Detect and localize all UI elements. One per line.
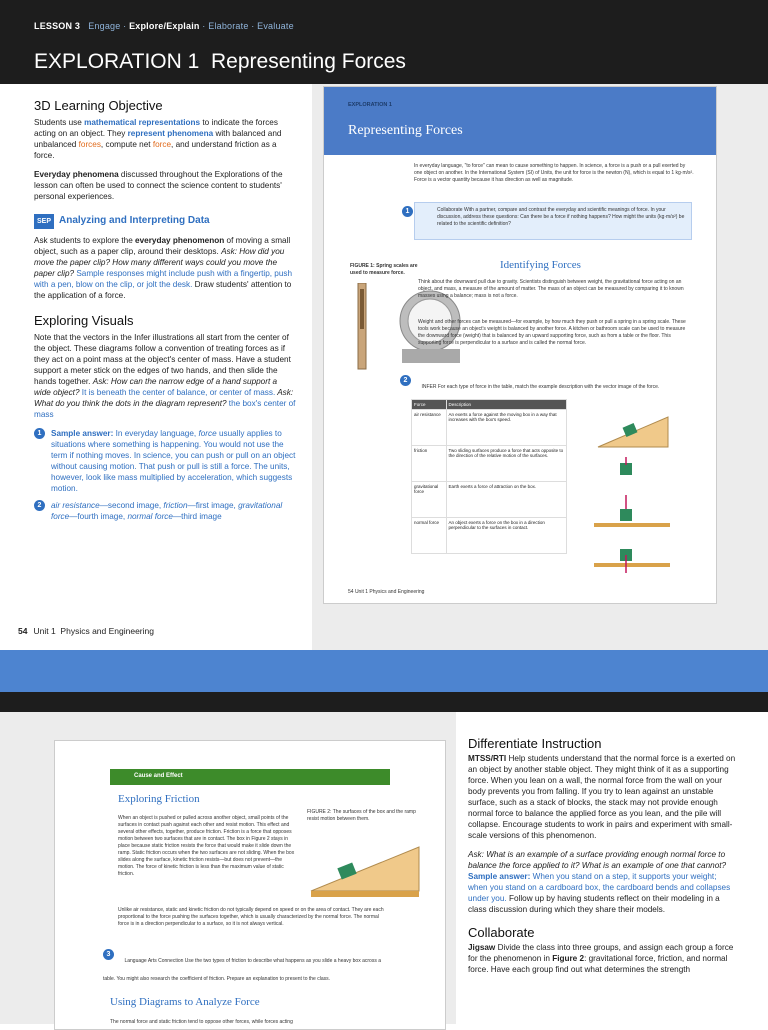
text-run: Note that the vectors in the Infer illustrations all start from the center of the object. These diagrams follow a convention of treating forces as if they act on a point mass at the object's center of mass. Have a student support a meter stick on the edges of two hands, and then slide the hands together.: [34, 333, 291, 386]
collaborate-box: [405, 202, 692, 240]
answer-text: [51, 428, 296, 494]
surface-2: [594, 563, 670, 567]
text-run: Sample responses might include push with a fingertip, push with a pen, blow on the clip, or jolt the desk.: [34, 269, 293, 289]
cause-effect-bar: [110, 769, 390, 785]
text-run: In everyday language,: [113, 429, 199, 438]
text-run: —second image,: [99, 501, 164, 510]
title-text: Representing Forces: [211, 50, 406, 73]
text-run: with balanced and unbalanced: [34, 129, 282, 149]
ramp: [311, 847, 419, 891]
page-divider-dark: [0, 692, 768, 712]
page-title: [0, 38, 768, 84]
teacher-notes-left: [34, 98, 296, 522]
text-run: MTSS/RTI: [468, 754, 507, 763]
text-run: : gravitational force, friction, and normal force. Have each group find out what determines the strength: [468, 954, 728, 974]
step-elaborate: Elaborate: [208, 21, 249, 31]
book-footer: 54 Unit 1 Physics and Engineering: [348, 589, 425, 595]
spring: [360, 289, 364, 329]
surface: [594, 523, 670, 527]
answer-text: [51, 500, 296, 522]
book-header: [324, 87, 716, 155]
table-header: Force: [412, 400, 447, 410]
table-cell: An exerts a force against the moving box in a way that increases with the box's speed.: [446, 410, 566, 446]
student-book-page-2: [54, 740, 446, 1030]
text-run: of moving a small object, such as a paper clip, around their desktops.: [34, 236, 291, 256]
lesson-label: LESSON 3: [34, 21, 81, 31]
table-cell: air resistance: [412, 410, 447, 446]
infer-text: INFER For each type of force in the table, match the example description with the vector image of the force.: [421, 384, 660, 390]
text-run: to indicate the forces acting on an object. They: [34, 118, 278, 138]
phenomena-paragraph: [34, 169, 296, 202]
text-run: force: [152, 140, 172, 149]
sep-heading: [34, 214, 296, 229]
text-run: —first image,: [187, 501, 239, 510]
force-table: [411, 399, 567, 554]
ramp-figure: [305, 831, 425, 901]
friction-p2: Unlike air resistance, static and kinetic friction do not typically depend on speed or on the area of contact. They are each proportional to the force pushing the surfaces together, which is usually characterized by the normal force. The normal force is in a direction perpendicular to a surface, so it is not always vertical.: [118, 907, 384, 927]
collaborate-paragraph: [468, 942, 738, 975]
objective-heading: 3D Learning Objective: [34, 98, 163, 113]
collab-text: Collaborate With a partner, compare and contrast the everyday and scientific meanings of force. In your discussion, address these questions: Can there be a force if nothing happens? How might the units (kg·m/s²) be related to the scientific definition?: [437, 207, 685, 227]
step-explore-explain: Explore/Explain: [129, 21, 200, 31]
step-engage: Engage: [88, 21, 121, 31]
table-surface: [311, 891, 419, 897]
text-run: —third image: [172, 512, 222, 521]
text-run: Students use: [34, 118, 85, 127]
visuals-paragraph: [34, 332, 296, 420]
text-run: Figure 2: [552, 954, 585, 963]
collab-number: 1: [402, 206, 413, 217]
text-run: discussed throughout the Explorations of the lesson can often be used to connect the science content to students' personal experiences.: [34, 170, 283, 201]
page-footer: [18, 626, 154, 636]
text-run: Everyday phenomena: [34, 170, 119, 179]
table-row: [412, 410, 567, 446]
text-run: When you stand on a step, it supports your weight; when you stand on a cardboard box, the cardboard bends and collapses under you.: [468, 872, 731, 903]
book-intro: In everyday language, "to force" can mean to cause something to happen. In science, a force is a push or a pull exerted by one object on another. In the International System (SI) of Units, the unit for force is the newton (N), which is equal to 1 kg·m/s². Force is a vector quantity because it has direction as well as magnitude.: [414, 163, 694, 183]
answer-1: [34, 428, 296, 494]
table-cell: gravitational force: [412, 482, 447, 518]
text-run: represent phenomena: [127, 129, 214, 138]
table-row: [412, 446, 567, 482]
title-number: EXPLORATION 1: [34, 50, 200, 73]
text-run: Ask: How did you move the paper clip? How many different ways could you move the paper clip?: [34, 247, 285, 278]
unit-label: Unit 1: [33, 626, 56, 636]
text-run: It is beneath the center of balance, or center of mass.: [79, 388, 276, 397]
table-cell: normal force: [412, 518, 447, 554]
box-on-surface: [620, 509, 632, 521]
text-run: forces: [78, 140, 101, 149]
text-run: Follow up by having students reflect on their modeling in a class discussion during which they share their models.: [468, 894, 720, 914]
table-cell: Earth exerts a force of attraction on the box.: [446, 482, 566, 518]
student-book-page: [323, 86, 717, 604]
diagrams-heading: Using Diagrams to Analyze Force: [110, 996, 260, 1008]
answer-number: 1: [34, 428, 45, 439]
book-title: Representing Forces: [348, 123, 463, 138]
page-divider-band: [0, 650, 768, 692]
text-run: Jigsaw: [468, 943, 496, 952]
answer-number: 2: [34, 500, 45, 511]
objective-paragraph: [34, 117, 296, 161]
table-cell: Two sliding surfaces produce a force that acts opposite to the direction of the relative motion of the surfaces.: [446, 446, 566, 482]
text-run: Sample answer:: [468, 872, 531, 881]
table-row: [412, 482, 567, 518]
table-header: Description: [446, 400, 566, 410]
lesson-nav: LESSON 3 Engage · Explore/Explain · Elaborate · Evaluate: [0, 0, 768, 38]
differentiate-heading: Differentiate Instruction: [468, 736, 602, 751]
text-run: everyday phenomenon: [135, 236, 225, 245]
identifying-forces-heading: Identifying Forces: [500, 259, 581, 271]
text-run: the box's center of mass: [34, 399, 296, 419]
sep-paragraph: [34, 235, 296, 301]
text-run: Ask students to explore the: [34, 236, 136, 245]
table-cell: friction: [412, 446, 447, 482]
text-run: Sample answer:: [51, 429, 114, 438]
infer-prompt: [400, 375, 690, 393]
table-header-row: [412, 400, 567, 410]
text-run: gravitational force: [51, 501, 283, 521]
identifying-p2: Weight and other forces can be measured—for example, by how much they push or pull a spring in a spring scale. These tools work because an object's weight is balanced by another force. A kitchen or bathroom scale can be used to measure the downward force (weight) that is balanced by an upward supporting force, such as from a table or the floor. This supporting force is perpendicular to a surface and is called the normal force.: [418, 319, 686, 346]
text-run: normal force: [127, 512, 173, 521]
text-run: Divide the class into three groups, and assign each group a force for the phenomenon in: [468, 943, 734, 963]
text-run: Ask: How can the narrow edge of a hand support a wide object?: [34, 377, 278, 397]
text-run: Ask: What is an example of a surface providing enough normal force to balance the force applied to it? What is an example of one that cannot?: [468, 850, 727, 870]
text-run: , and understand friction as a force.: [34, 140, 277, 160]
exploring-friction-heading: Exploring Friction: [118, 793, 200, 805]
text-run: Ask: What do you think the dots in the diagram represent?: [34, 388, 294, 408]
visuals-heading: Exploring Visuals: [34, 313, 134, 328]
differentiate-question: [468, 849, 738, 915]
la-text: Language Arts Connection Use the two types of friction to describe what happens as you slide a heavy box across a table. You might also research the coefficient of friction. Prepare an explanation to present to the class.: [103, 958, 381, 982]
sep-badge: SEP: [34, 214, 54, 229]
language-arts-box: [103, 949, 393, 985]
differentiate-paragraph: [468, 753, 738, 841]
sep-title: Analyzing and Interpreting Data: [59, 215, 210, 226]
la-number: 3: [103, 949, 114, 960]
text-run: Draw students' attention to the application of a force.: [34, 280, 292, 300]
figure-1-caption: FIGURE 1: Spring scales are used to measure force.: [350, 263, 418, 276]
scale-base: [402, 349, 460, 363]
text-run: force: [198, 429, 217, 438]
text-run: , compute net: [100, 140, 153, 149]
table-cell: An object exerts a force on the box in a direction perpendicular to the surfaces in contact.: [446, 518, 566, 554]
page-number: 54: [18, 626, 28, 636]
text-run: —fourth image,: [69, 512, 128, 521]
text-run: Help students understand that the normal force is a exerted on an object by another stable object. They might think of it as a supporting force. When you lean on a wall, the normal force from the wall on your body prevents you from falling. If you try to lean against an unstable surface, such as a stack of blocks, the stack may not provide enough normal force to balance the applied force as you lean, and the pile will collapse. Encourage students to work in pairs and experiment with small-scale versions of this phenomenon.: [468, 754, 736, 840]
text-run: friction: [163, 501, 188, 510]
text-run: usually applies to situations where something is happening. You would not use the term if nothing moves. In science, you can push or pull on an object without causing motion. That push or pull is still a force. The units, however, look like mass multiplied by acceleration, which suggests motion.: [51, 429, 296, 493]
force-vector-images: [594, 413, 674, 577]
diagrams-text: The normal force and static friction tend to oppose other forces, while forces acting: [110, 1019, 293, 1025]
identifying-p1: Think about the downward pull due to gravity. Scientists distinguish between weight, the gravitational force acting on an object, and mass, a measure of the amount of matter. The mass of an object can be measured by comparing it to known masses using a balance; mass is not a force.: [418, 279, 684, 299]
answer-2: [34, 500, 296, 522]
teacher-notes-right: [468, 736, 738, 983]
text-run: mathematical representations: [84, 118, 201, 127]
table-row: [412, 518, 567, 554]
collaborate-heading: Collaborate: [468, 925, 535, 940]
infer-number: 2: [400, 375, 411, 386]
friction-p1: When an object is pushed or pulled across another object, small points of the surfaces in contact push against each other and resist motion. This effect and several other effects, together, produce friction. Friction is a force that opposes motion between two surfaces that are in contact. The box in Figure 2 stays in place because static friction resists the force that would make it slide down the ramp. Static friction occurs when the two surfaces are not sliding. When the box slides along the surface, kinetic friction resists—but does not prevent—the motion. The force of kinetic friction is less than the maximum value of static friction.: [118, 815, 295, 877]
unit-name: Physics and Engineering: [60, 626, 154, 636]
cause-effect-label: Cause and Effect: [134, 773, 183, 779]
figure-2-caption: FIGURE 2: The surfaces of the box and the ramp resist motion between them.: [307, 809, 416, 822]
book-label: EXPLORATION 1: [348, 102, 392, 108]
text-run: air resistance: [51, 501, 100, 510]
step-evaluate: Evaluate: [257, 21, 294, 31]
